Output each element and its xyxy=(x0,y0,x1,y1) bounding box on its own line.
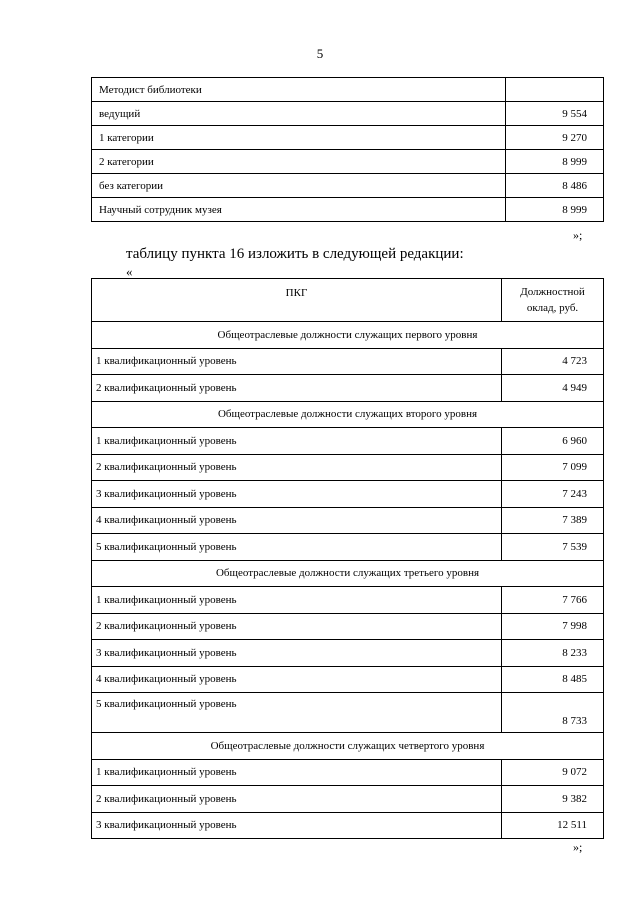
table-row xyxy=(92,693,604,733)
group-title: Общеотраслевые должности служащих четвертого уровня xyxy=(92,733,604,760)
table-row xyxy=(92,587,604,614)
group-header-row xyxy=(92,322,604,349)
salary-value: 9 072 xyxy=(502,759,604,786)
salary-value: 8 999 xyxy=(506,198,604,222)
position-label: 2 категории xyxy=(92,150,506,174)
level-label: 5 квалификационный уровень xyxy=(92,534,502,561)
table-row xyxy=(92,198,604,222)
salary-value: 9 270 xyxy=(506,126,604,150)
level-label: 3 квалификационный уровень xyxy=(92,481,502,508)
level-label: 1 квалификационный уровень xyxy=(92,348,502,375)
table-row xyxy=(92,428,604,455)
salary-value: 7 998 xyxy=(502,613,604,640)
header-pkg: ПКГ xyxy=(92,279,502,322)
position-label: без категории xyxy=(92,174,506,198)
header-salary-line2: оклад, руб. xyxy=(526,302,579,314)
table-row xyxy=(92,666,604,693)
salary-value: 7 539 xyxy=(502,534,604,561)
group-header-row xyxy=(92,733,604,760)
header-salary-line1: Должностной xyxy=(520,286,585,298)
header-salary xyxy=(502,279,604,322)
closing-quote-mark: »; xyxy=(573,840,583,854)
level-label: 1 квалификационный уровень xyxy=(92,587,502,614)
level-label: 2 квалификационный уровень xyxy=(92,786,502,813)
level-label: 2 квалификационный уровень xyxy=(92,375,502,402)
group-title: Общеотраслевые должности служащих третьего уровня xyxy=(92,560,604,587)
salary-value: 9 554 xyxy=(506,102,604,126)
salary-table-library xyxy=(91,77,604,222)
salary-value xyxy=(506,78,604,102)
salary-value: 7 766 xyxy=(502,587,604,614)
level-label: 2 квалификационный уровень xyxy=(92,613,502,640)
salary-value: 8 486 xyxy=(506,174,604,198)
group-header-row xyxy=(92,401,604,428)
level-label: 5 квалификационный уровень xyxy=(92,693,502,733)
table-row xyxy=(92,812,604,839)
position-label: 1 категории xyxy=(92,126,506,150)
salary-value: 7 243 xyxy=(502,481,604,508)
salary-value: 8 485 xyxy=(502,666,604,693)
group-title: Общеотраслевые должности служащих второго уровня xyxy=(92,401,604,428)
position-label: Методист библиотеки xyxy=(92,78,506,102)
level-label: 3 квалификационный уровень xyxy=(92,812,502,839)
salary-value: 7 099 xyxy=(502,454,604,481)
table-row xyxy=(92,507,604,534)
table-row xyxy=(92,150,604,174)
opening-quote-mark: « xyxy=(126,264,133,279)
group-title: Общеотраслевые должности служащих первого уровня xyxy=(92,322,604,349)
table-row xyxy=(92,174,604,198)
position-label: ведущий xyxy=(92,102,506,126)
instruction-text: таблицу пункта 16 изложить в следующей редакции: xyxy=(126,246,464,262)
closing-quote-mark: »; xyxy=(573,228,583,242)
table-row xyxy=(92,786,604,813)
level-label: 1 квалификационный уровень xyxy=(92,428,502,455)
table-row xyxy=(92,454,604,481)
table-row xyxy=(92,613,604,640)
level-label: 2 квалификационный уровень xyxy=(92,454,502,481)
salary-value: 9 382 xyxy=(502,786,604,813)
salary-table-general xyxy=(91,278,604,839)
table-row xyxy=(92,759,604,786)
salary-value: 8 733 xyxy=(502,693,604,733)
level-label: 1 квалификационный уровень xyxy=(92,759,502,786)
table-header-row xyxy=(92,279,604,322)
position-label: Научный сотрудник музея xyxy=(92,198,506,222)
salary-value: 4 723 xyxy=(502,348,604,375)
group-header-row xyxy=(92,560,604,587)
level-label: 3 квалификационный уровень xyxy=(92,640,502,667)
table-row xyxy=(92,102,604,126)
table-row xyxy=(92,78,604,102)
table-row xyxy=(92,375,604,402)
table-row xyxy=(92,126,604,150)
table-row xyxy=(92,534,604,561)
salary-value: 6 960 xyxy=(502,428,604,455)
salary-value: 8 999 xyxy=(506,150,604,174)
salary-value: 4 949 xyxy=(502,375,604,402)
salary-value: 8 233 xyxy=(502,640,604,667)
table-row xyxy=(92,640,604,667)
table-row xyxy=(92,348,604,375)
table-row xyxy=(92,481,604,508)
page-number: 5 xyxy=(316,46,324,61)
salary-value: 7 389 xyxy=(502,507,604,534)
level-label: 4 квалификационный уровень xyxy=(92,666,502,693)
salary-value: 12 511 xyxy=(502,812,604,839)
level-label: 4 квалификационный уровень xyxy=(92,507,502,534)
